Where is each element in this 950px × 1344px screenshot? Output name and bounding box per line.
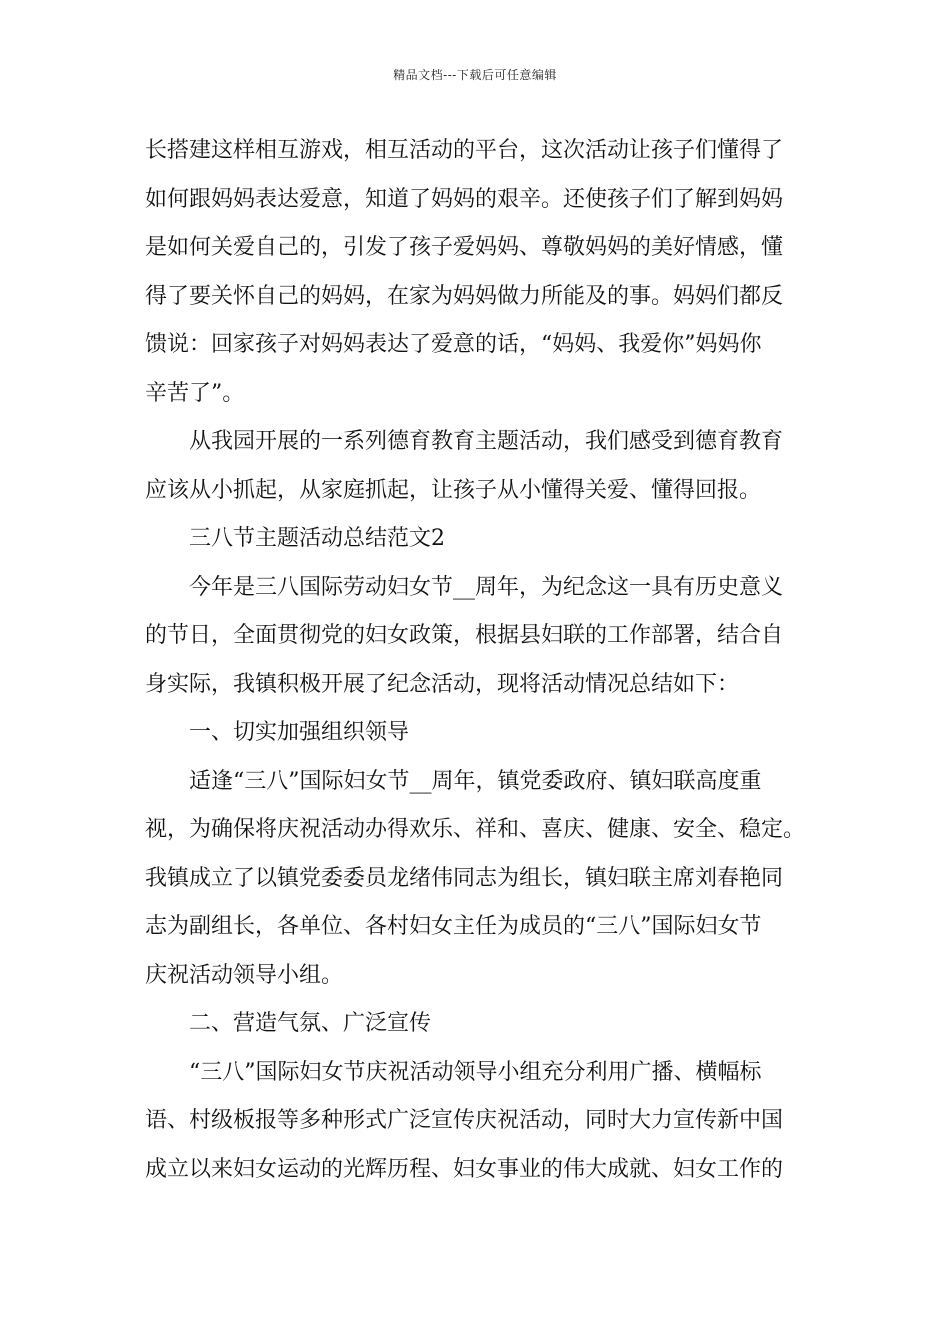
subheading — [145, 709, 810, 758]
page-header: 精品文档---下载后可任意编辑 — [393, 68, 557, 82]
text-line: 是如何关爱自己的，引发了孩子爱妈妈、尊敬妈妈的美好情感，懂 — [145, 235, 784, 260]
text-line: 三八节主题活动总结范文2 — [189, 526, 445, 551]
document-body — [145, 127, 810, 1194]
text-line: 二、营造气氛、广泛宣传 — [189, 1011, 432, 1036]
text-line: 得了要关怀自己的妈妈，在家为妈妈做力所能及的事。妈妈们都反 — [145, 283, 784, 309]
text-line: “三八”国际妇女节庆祝活动领导小组充分利用广播、横幅标 — [189, 1059, 762, 1085]
text-line: 视，为确保将庆祝活动办得欢乐、祥和、喜庆、健康、安全、稳定。 — [145, 817, 806, 842]
paragraph — [145, 564, 810, 710]
paragraph — [145, 418, 810, 515]
paragraph — [145, 1049, 810, 1195]
text-line: 一、切实加强组织领导 — [189, 720, 410, 745]
text-line: 长搭建这样相互游戏，相互活动的平台，这次活动让孩子们懂得了 — [145, 138, 784, 163]
text-line: 馈说：回家孩子对妈妈表达了爱意的话，“妈妈、我爱你”妈妈你 — [145, 332, 762, 357]
text-line: 应该从小抓起，从家庭抓起，让孩子从小懂得关爱、懂得回报。 — [145, 477, 762, 503]
text-line: 今年是三八国际劳动妇女节__周年，为纪念这一具有历史意义 — [189, 574, 784, 600]
text-line: 语、村级板报等多种形式广泛宣传庆祝活动，同时大力宣传新中国 — [145, 1108, 784, 1133]
text-line: 身实际，我镇积极开展了纪念活动，现将活动情况总结如下： — [145, 671, 740, 697]
paragraph — [145, 758, 810, 1001]
text-line: 的节日，全面贯彻党的妇女政策，根据县妇联的工作部署，结合自 — [145, 623, 784, 648]
text-line: 我镇成立了以镇党委委员龙绪伟同志为组长，镇妇联主席刘春艳同 — [145, 865, 784, 891]
text-line: 如何跟妈妈表达爱意，知道了妈妈的艰辛。还使孩子们了解到妈妈 — [145, 186, 784, 212]
subheading — [145, 1000, 810, 1049]
text-line: 志为副组长，各单位、各村妇女主任为成员的“三八”国际妇女节 — [145, 914, 762, 939]
text-line: 从我园开展的一系列德育教育主题活动，我们感受到德育教育 — [189, 429, 784, 454]
text-line: 庆祝活动领导小组。 — [145, 962, 344, 988]
section-title — [145, 515, 810, 564]
paragraph — [145, 127, 810, 418]
text-line: 成立以来妇女运动的光辉历程、妇女事业的伟大成就、妇女工作的 — [145, 1156, 784, 1182]
text-line: 辛苦了”。 — [145, 380, 245, 406]
text-line: 适逢“三八”国际妇女节__周年，镇党委政府、镇妇联高度重 — [189, 768, 762, 794]
